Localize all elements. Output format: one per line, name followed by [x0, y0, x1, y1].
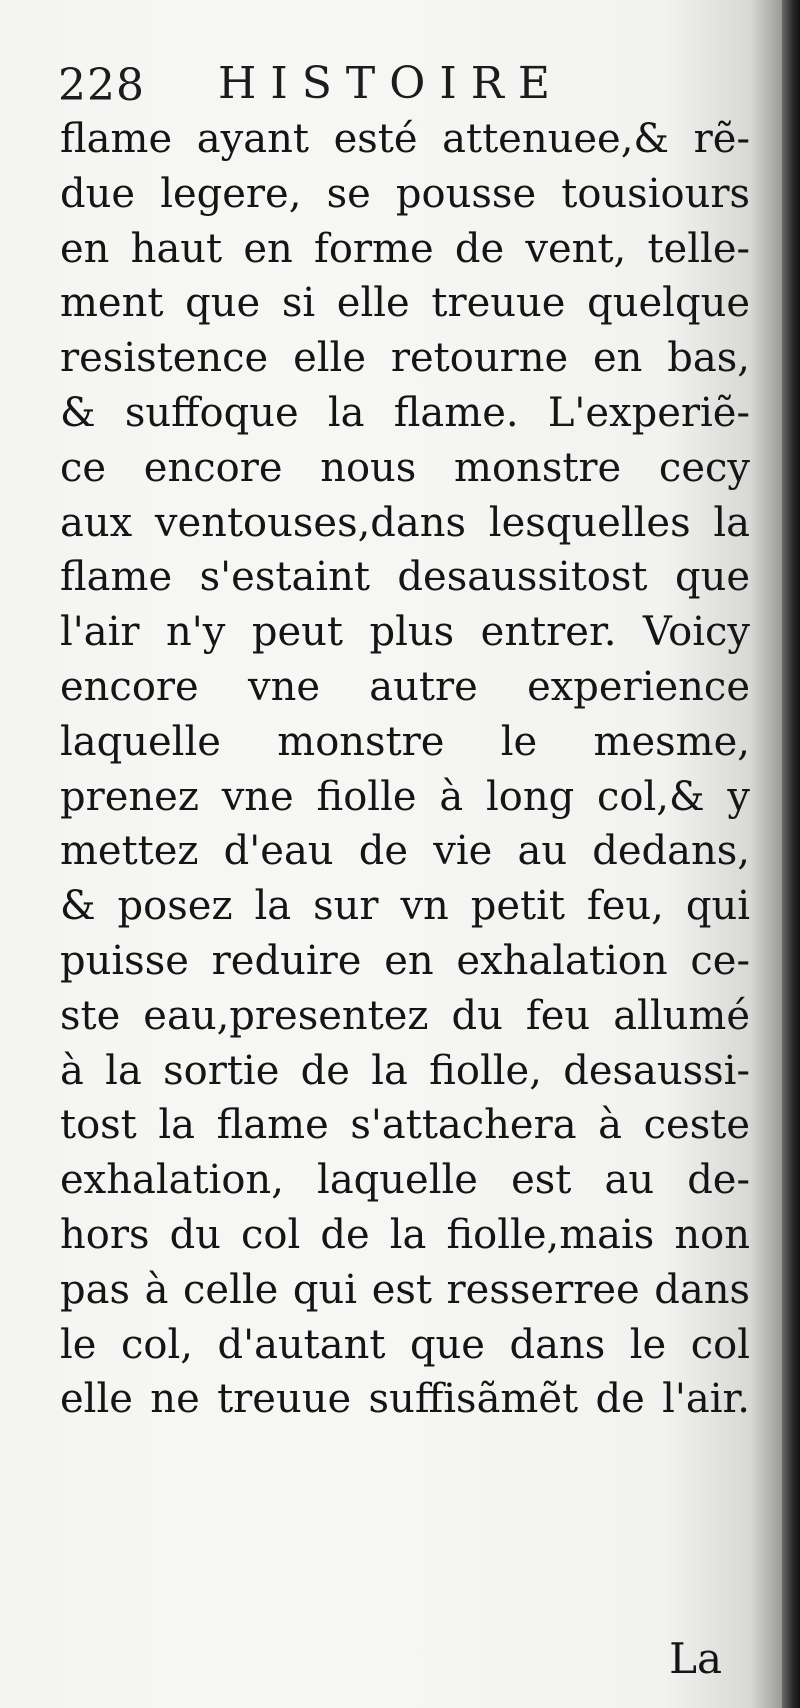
text-line: elle ne treuue suffisãmẽt de l'air.	[60, 1376, 750, 1423]
text-line: flame ayant esté attenuee,& rẽ-	[60, 116, 750, 162]
text-line: à la sortie de la fiolle, desaussi-	[60, 1047, 750, 1094]
text-line: pas à celle qui est resserree dans	[60, 1266, 750, 1313]
text-line: en haut en forme de vent, telle-	[60, 225, 750, 272]
text-line: exhalation, laquelle est au de-	[60, 1157, 750, 1204]
text-line: tost la flame s'attachera à ceste	[60, 1102, 750, 1149]
body-text	[60, 112, 750, 1427]
catchword: La	[669, 1634, 722, 1683]
text-line: ment que si elle treuue quelque	[60, 280, 750, 327]
page-header	[58, 50, 758, 114]
text-line: & posez la sur vn petit feu, qui	[60, 883, 750, 930]
text-line: & suffoque la flame. L'experiẽ-	[60, 389, 750, 436]
text-line: flame s'estaint desaussitost que	[60, 554, 750, 601]
page-gutter-shadow	[782, 0, 800, 1708]
text-line: ce encore nous monstre cecy	[60, 444, 750, 491]
text-line: prenez vne fiolle à long col,& y	[60, 773, 750, 820]
text-line: resistence elle retourne en bas,	[60, 335, 750, 382]
text-line: hors du col de la fiolle,mais non	[60, 1211, 750, 1258]
text-line: l'air n'y peut plus entrer. Voicy	[60, 609, 750, 656]
running-head: HISTOIRE	[218, 58, 564, 109]
text-line: mettez d'eau de vie au dedans,	[60, 828, 750, 875]
text-line: ste eau,presentez du feu allumé	[60, 992, 750, 1039]
text-line: aux ventouses,dans lesquelles la	[60, 499, 750, 546]
text-line: le col, d'autant que dans le col	[60, 1321, 750, 1368]
text-line: laquelle monstre le mesme,	[60, 718, 750, 765]
text-line: puisse reduire en exhalation ce-	[60, 937, 750, 984]
page-number: 228	[58, 60, 145, 111]
text-line: encore vne autre experience	[60, 663, 750, 710]
text-line: due legere, se pousse tousiours	[60, 170, 750, 217]
